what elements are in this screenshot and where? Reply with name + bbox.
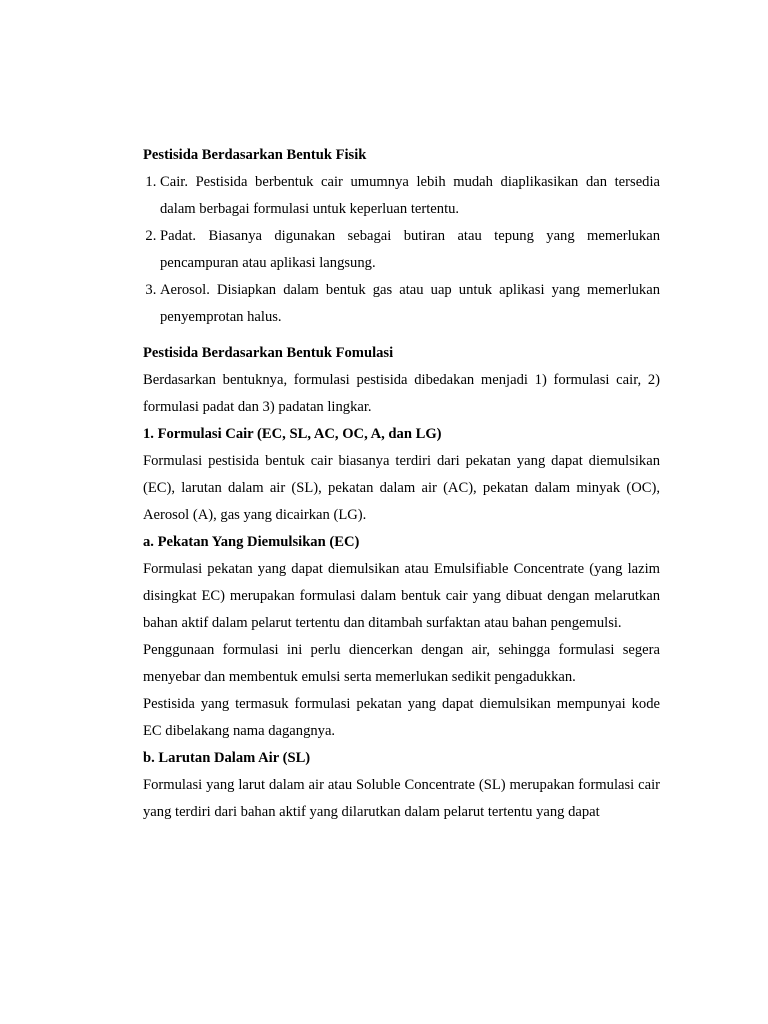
- pekatan-paragraph-1: Formulasi pekatan yang dapat diemulsikan atau Emulsifiable Concentrate (yang lazim disingkat EC) merupakan formulasi dalam bentuk cair yang dibuat dengan melarutkan bahan aktif dalam pelarut tertentu dan ditambah surfaktan atau bahan pengemulsi.: [143, 561, 660, 631]
- bentuk-fisik-list: [143, 169, 660, 331]
- list-item-aerosol: 3. Aerosol. Disiapkan dalam bentuk gas atau uap untuk aplikasi yang memerlukan penyemprotan halus.: [160, 277, 660, 331]
- larutan-paragraph-1: Formulasi yang larut dalam air atau Soluble Concentrate (SL) merupakan formulasi cair yang terdiri dari bahan aktif yang dilarutkan dalam pelarut tertentu yang dapat: [143, 777, 660, 820]
- subheading-larutan-dalam-air: b. Larutan Dalam Air (SL): [143, 750, 311, 766]
- pekatan-paragraph-2: Penggunaan formulasi ini perlu diencerkan dengan air, sehingga formulasi segera menyebar dan membentuk emulsi serta memerlukan sedikit pengadukkan.: [143, 642, 660, 685]
- list-item-padat: 2. Padat. Biasanya digunakan sebagai butiran atau tepung yang memerlukan pencampuran atau aplikasi langsung.: [160, 223, 660, 277]
- subheading-pekatan-diemulsikan: a. Pekatan Yang Diemulsikan (EC): [143, 534, 360, 550]
- subheading-formulasi-cair: 1. Formulasi Cair (EC, SL, AC, OC, A, dan LG): [143, 426, 442, 442]
- document-body: [143, 142, 660, 826]
- list-item-cair: 1. Cair. Pestisida berbentuk cair umumnya lebih mudah diaplikasikan dan tersedia dalam berbagai formulasi untuk keperluan tertentu.: [160, 169, 660, 223]
- formulasi-intro-paragraph: Berdasarkan bentuknya, formulasi pestisida dibedakan menjadi 1) formulasi cair, 2) formulasi padat dan 3) padatan lingkar.: [143, 372, 660, 415]
- section-heading-bentuk-formulasi: Pestisida Berdasarkan Bentuk Fomulasi: [143, 345, 394, 361]
- section-heading-bentuk-fisik: Pestisida Berdasarkan Bentuk Fisik: [143, 147, 367, 163]
- formulasi-cair-paragraph: Formulasi pestisida bentuk cair biasanya terdiri dari pekatan yang dapat diemulsikan (EC), larutan dalam air (SL), pekatan dalam air (AC), pekatan dalam minyak (OC), Aerosol (A), gas yang dicairkan (LG).: [143, 453, 660, 523]
- pekatan-paragraph-3: Pestisida yang termasuk formulasi pekatan yang dapat diemulsikan mempunyai kode EC dibelakang nama dagangnya.: [143, 696, 660, 739]
- section-gap: [143, 331, 660, 340]
